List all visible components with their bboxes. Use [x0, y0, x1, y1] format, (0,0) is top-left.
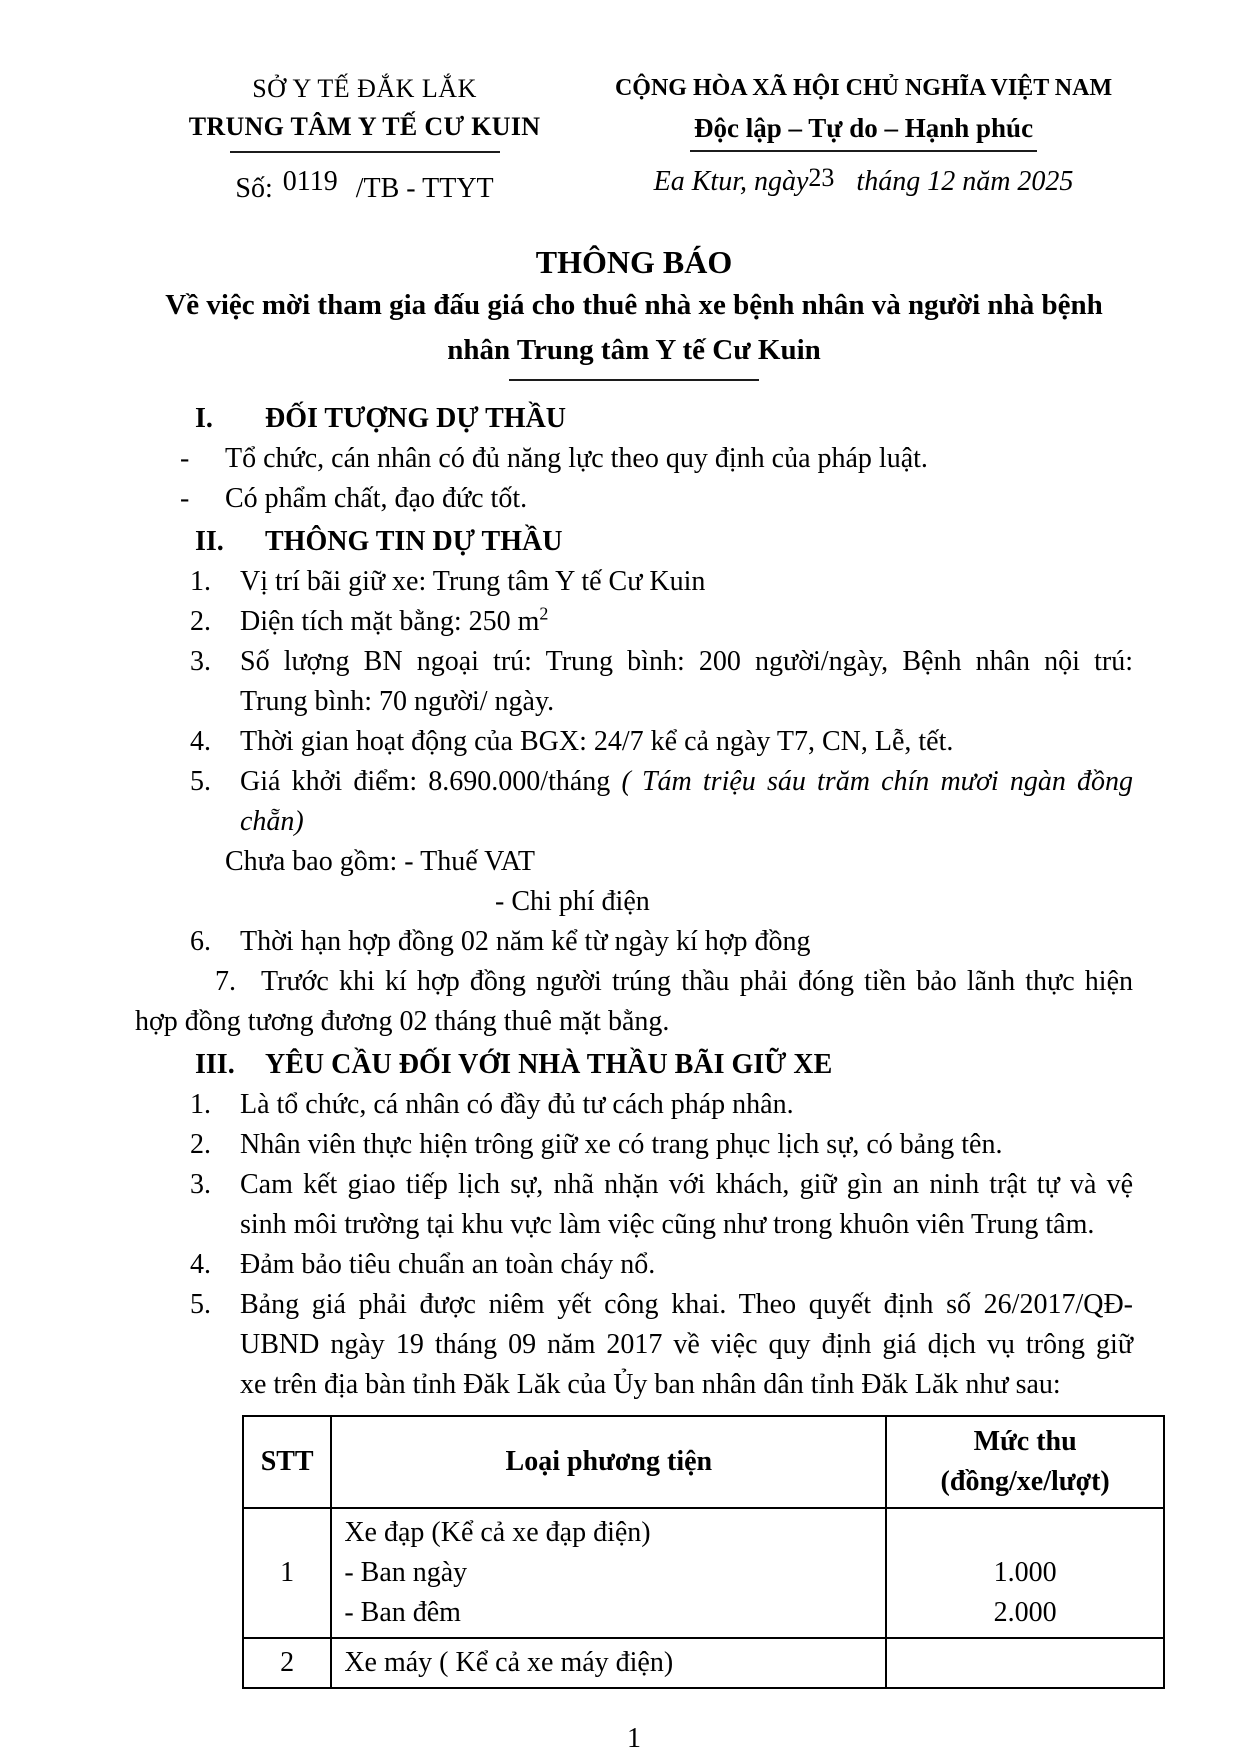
item-number: 5.	[190, 766, 211, 797]
header-cell-vehicle: Loại phương tiện	[331, 1416, 886, 1508]
list-item-text: Thời gian hoạt động của BGX: 24/7 kể cả ngày T7, CN, Lễ, tết.	[240, 726, 954, 757]
item-number: 4.	[190, 1249, 211, 1280]
doc-number-line	[135, 166, 594, 205]
list-item-continuation: hợp đồng tương đương 02 tháng thuê mặt bằng.	[135, 1006, 670, 1037]
bullet-marker: -	[180, 443, 190, 474]
list-item-continuation: UBND ngày 19 tháng 09 năm 2017 về việc quy định giá dịch vụ trông giữ	[240, 1329, 1133, 1360]
item-number: 6.	[190, 926, 211, 957]
note-line: - Chi phí điện	[495, 886, 650, 917]
list-item	[135, 1285, 1133, 1325]
place-date-line	[594, 163, 1133, 198]
vehicle-line: - Ban ngày	[344, 1557, 468, 1588]
header-fee-line2: (đồng/xe/lượt)	[940, 1466, 1110, 1497]
list-item-text: Số lượng BN ngoại trú: Trung bình: 200 người/ngày, Bệnh nhân nội trú:	[240, 646, 1133, 677]
letterhead-right	[594, 70, 1133, 205]
doc-body	[135, 399, 1133, 1754]
cell-vehicle	[331, 1508, 886, 1638]
place-date-suffix: tháng 12 năm 2025	[856, 166, 1074, 197]
item-number: 7.	[215, 966, 236, 997]
section-3-title: YÊU CẦU ĐỐI VỚI NHÀ THẦU BÃI GIỮ XE	[265, 1049, 833, 1080]
section-1-numeral: I.	[195, 403, 213, 434]
vehicle-line: - Ban đêm	[344, 1597, 461, 1628]
org-name-rule	[230, 151, 500, 153]
list-item-text: Là tổ chức, cá nhân có đầy đủ tư cách pháp nhân.	[240, 1089, 794, 1120]
national-title: CỘNG HÒA XÃ HỘI CHỦ NGHĨA VIỆT NAM	[614, 75, 1113, 101]
section-1-heading	[135, 399, 1133, 439]
section-3-heading	[135, 1045, 1133, 1085]
fee-table-row	[243, 1508, 1164, 1638]
list-item	[135, 762, 1133, 802]
list-item-text: Có phẩm chất, đạo đức tốt.	[225, 483, 528, 514]
list-item-text: Trước khi kí hợp đồng người trúng thầu phải đóng tiền bảo lãnh thực hiện	[261, 966, 1133, 997]
national-motto: Độc lập – Tự do – Hạnh phúc	[690, 108, 1037, 152]
item-number: 2.	[190, 606, 211, 637]
list-item-text: Diện tích mặt bằng: 250 m	[240, 606, 540, 637]
bullet-marker: -	[180, 483, 190, 514]
list-item-text-italic: ( Tám triệu sáu trăm chín mươi ngàn đồng	[621, 766, 1134, 797]
list-item-continuation: chẵn)	[240, 806, 304, 837]
section-3-numeral: III.	[195, 1049, 235, 1080]
cell-fee	[886, 1638, 1164, 1688]
item-number: 3.	[190, 646, 211, 677]
item-number: 5.	[190, 1289, 211, 1320]
letterhead	[135, 70, 1133, 205]
list-item-text: Cam kết giao tiếp lịch sự, nhã nhặn với khách, giữ gìn an ninh trật tự và vệ	[240, 1169, 1133, 1200]
fee-table	[242, 1415, 1165, 1689]
item-number: 1.	[190, 1089, 211, 1120]
section-2-title: THÔNG TIN DỰ THẦU	[265, 526, 563, 557]
list-item-text: Đảm bảo tiêu chuẩn an toàn cháy nổ.	[240, 1249, 656, 1280]
list-item	[135, 642, 1133, 682]
section-1-title: ĐỐI TƯỢNG DỰ THẦU	[265, 403, 567, 434]
list-item-continuation: Trung bình: 70 người/ ngày.	[240, 686, 555, 717]
fee-line	[888, 1513, 1162, 1553]
header-fee-line1: Mức thu	[973, 1426, 1077, 1457]
list-item	[135, 962, 1133, 1002]
header-cell-fee	[886, 1416, 1164, 1508]
title-rule	[509, 379, 759, 381]
note-line: Chưa bao gồm: - Thuế VAT	[225, 846, 535, 877]
list-item-text: Vị trí bãi giữ xe: Trung tâm Y tế Cư Kuin	[240, 566, 706, 597]
doc-subtitle-line1: Về việc mời tham gia đấu giá cho thuê nhà xe bệnh nhân và người nhà bệnh	[165, 289, 1103, 321]
section-2-numeral: II.	[195, 526, 224, 557]
doc-number-value: 0119	[282, 166, 338, 197]
list-item	[135, 1165, 1133, 1205]
doc-number-suffix: /TB - TTYT	[355, 173, 494, 204]
section-2-heading	[135, 522, 1133, 562]
cell-stt: 1	[243, 1508, 331, 1638]
fee-line: 1.000	[993, 1557, 1057, 1588]
item-number: 4.	[190, 726, 211, 757]
item-number: 1.	[190, 566, 211, 597]
vehicle-line: Xe đạp (Kể cả xe đạp điện)	[344, 1517, 651, 1548]
letterhead-left	[135, 70, 594, 205]
page-number: 1	[627, 1723, 641, 1754]
list-item	[135, 1125, 1133, 1165]
list-item	[135, 439, 1133, 479]
list-item-text: Nhân viên thực hiện trông giữ xe có trang phục lịch sự, có bảng tên.	[240, 1129, 1003, 1160]
doc-number-label: Số:	[235, 173, 273, 204]
org-name: TRUNG TÂM Y TẾ CƯ KUIN	[188, 112, 541, 141]
fee-line: 2.000	[993, 1597, 1057, 1628]
list-item-continuation: xe trên địa bàn tỉnh Đăk Lăk của Ủy ban nhân dân tỉnh Đăk Lăk như sau:	[240, 1369, 1061, 1400]
national-motto-wrap	[594, 108, 1133, 152]
list-item	[135, 602, 1133, 642]
date-day: 23	[808, 163, 835, 192]
cell-stt: 2	[243, 1638, 331, 1688]
org-parent-name: SỞ Y TẾ ĐẮK LẮK	[252, 74, 477, 103]
list-item	[135, 1245, 1133, 1285]
list-item-text: Thời hạn hợp đồng 02 năm kể từ ngày kí hợp đồng	[240, 926, 811, 957]
item-number: 3.	[190, 1169, 211, 1200]
fee-table-row	[243, 1638, 1164, 1688]
list-item	[135, 479, 1133, 519]
header-cell-stt: STT	[243, 1416, 331, 1508]
list-item	[135, 922, 1133, 962]
cell-fee	[886, 1508, 1164, 1638]
place-date-prefix: Ea Ktur, ngày	[653, 166, 809, 197]
list-item	[135, 722, 1133, 762]
list-item	[135, 562, 1133, 602]
list-item-continuation: sinh môi trường tại khu vực làm việc cũng như trong khuôn viên Trung tâm.	[240, 1209, 1095, 1240]
list-item	[135, 1085, 1133, 1125]
doc-subtitle-line2: nhân Trung tâm Y tế Cư Kuin	[447, 334, 821, 366]
list-item-text: Tổ chức, cán nhân có đủ năng lực theo quy định của pháp luật.	[225, 443, 928, 474]
fee-table-header-row	[243, 1416, 1164, 1508]
list-item-text: Bảng giá phải được niêm yết công khai. Theo quyết định số 26/2017/QĐ-	[240, 1289, 1133, 1320]
item-number: 2.	[190, 1129, 211, 1160]
doc-title: THÔNG BÁO	[535, 244, 733, 280]
superscript: 2	[539, 603, 549, 624]
cell-vehicle: Xe máy ( Kể cả xe máy điện)	[331, 1638, 886, 1688]
list-item-text: Giá khởi điểm: 8.690.000/tháng	[240, 766, 611, 797]
